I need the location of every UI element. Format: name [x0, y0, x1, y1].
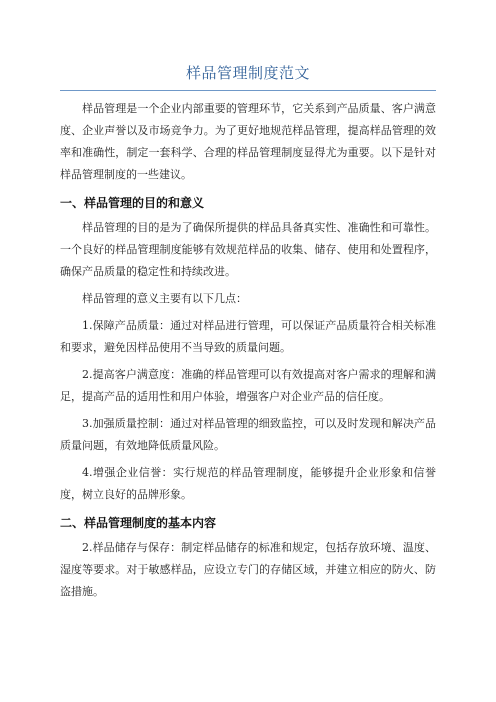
document-title: 样品管理制度范文 [185, 64, 310, 82]
section-1-item-3: 3.加强质量控制：通过对样品管理的细致监控，可以及时发现和解决产品质量问题，有效地降低质量风险。 [60, 417, 436, 452]
section-1-item-1: 1.保障产品质量：通过对样品进行管理，可以保证产品质量符合相关标准和要求，避免因样品使用不当导致的质量问题。 [60, 319, 436, 354]
section-1-paragraph-1: 样品管理的目的是为了确保所提供的样品具备真实性、准确性和可靠性。一个良好的样品管理制度能够有效规范样品的收集、储存、使用和处置程序，确保产品质量的稳定性和持续改进。 [60, 221, 436, 278]
section-1-item-4: 4.增强企业信誉：实行规范的样品管理制度，能够提升企业形象和信誉度，树立良好的品牌形象。 [60, 466, 436, 501]
document-body [60, 98, 436, 603]
title-divider [60, 90, 436, 91]
section-1-heading: 一、样品管理的目的和意义 [60, 196, 205, 210]
section-2-heading: 二、样品管理制度的基本内容 [60, 516, 217, 530]
section-1-item-2: 2.提高客户满意度：准确的样品管理可以有效提高对客户需求的理解和满足，提高产品的适用性和用户体验，增强客户对企业产品的信任度。 [60, 368, 436, 403]
section-2-item-2: 2.样品储存与保存：制定样品储存的标准和规定，包括存放环境、温度、湿度等要求。对于敏感样品，应设立专门的存储区域，并建立相应的防火、防盗措施。 [60, 541, 436, 598]
section-1-paragraph-2: 样品管理的意义主要有以下几点： [82, 292, 247, 305]
intro-paragraph: 样品管理是一个企业内部重要的管理环节，它关系到产品质量、客户满意度、企业声誉以及市场竞争力。为了更好地规范样品管理，提高样品管理的效率和准确性，制定一套科学、合理的样品管理制度显得尤为重要。以下是针对样品管理制度的一些建议。 [60, 102, 436, 181]
